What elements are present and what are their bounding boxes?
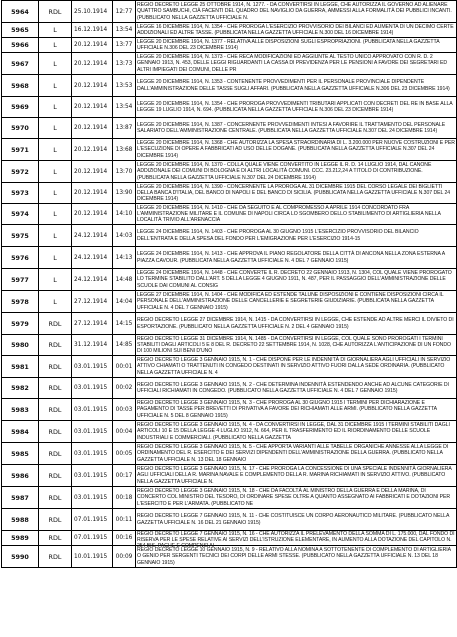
table-row[interactable] [2,269,457,291]
act-number: 13:73 [113,53,136,75]
act-date: 20.12.1914 [72,97,113,118]
act-number: 14:13 [113,247,136,269]
act-date: 25.10.1914 [72,1,113,23]
act-description-text: LEGGE 20 DICEMBRE 1914, N. 1387 - CONCERNENTE PROVVEDIMENTI INTESI A FAVORIRE IL TRATTAMENTO DEL PERSONALE SALARIATO DELL'AMMINISTRAZIONE CENTRALE. (PUBBLICATA NELLA GAZZETTA UFFICIALE N.307 DEL 24 DICEMBRE 1914) [137,121,446,134]
act-description [136,183,457,204]
act-type: RDL [39,465,72,487]
act-date: 10.01.1915 [72,546,113,568]
act-description [136,443,457,465]
record-number: 5984 [2,421,39,443]
table-row[interactable] [2,23,457,38]
act-date: 24.12.1914 [72,225,113,247]
table-row[interactable] [2,118,457,139]
act-description [136,465,457,487]
act-type: RDL [39,509,72,531]
act-description-text: LEGGE 20 DICEMBRE 1914, N. 1353 - CONTENENTE PROVVEDIMENTI PER IL PERSONALE PROVINCIALE DIPENDENTE DALL'AMMINISTRAZIONE DELLE TASSE SUGLI AFFARI. (PUBBLICATA NELLA GAZZETTA UFFICIALE N.306 DEL 23 DICEMBRE 1914) [137,79,450,92]
act-description-text: REGIO DECRETO LEGGE 3 GENNAIO 1915, N. 4 - DA CONVERTIRSI IN LEGGE, DAL 31 DICEMBRE 1915 I TERMINI STABILITI DAGLI ARTICOLI 10 E 15 DELLA LEGGE 4 LUGLIO 1912, N. 664, PER IL TRASFERIMENTO ED IL RIORDINAMENTO DELLE SCUOLE INDUSTRIALI E COMMERCIALI. (PUBBLICATO NELLA GAZZETTA [137,422,450,441]
act-description [136,23,457,38]
act-date: 24.12.1914 [72,247,113,269]
record-number: 5986 [2,465,39,487]
act-description-text: LEGGE 27 DICEMBRE 1914, N. 1404 - CHE MODIFICA ED ESTENDE TALUNE DISPOSIZIONI E CONTIENE DISPOSIZIONI CIRCA IL PERSONALE DELL'AMMINISTRAZIONE DELLE CANCELLERIE E SEGRETERIE GIUDIZIARIE. (PUBBLICATA NELLA GAZZETTA UFFICIALE N. 4 DEL 7 GENNAIO 1915) [137,292,444,311]
record-number: 5968 [2,75,39,97]
act-type: RDL [39,378,72,399]
act-description-text: LEGGE 20 DICEMBRE 1914, N. 1368 - CHE AUTORIZZA LA SPESA STRAORDINARIA DI L. 3.200.000 PER NUOVE COSTRUZIONI E PER L'ESECUZIONE DI OPERE A FABBRICATI AD USO DELLE DOGANE. (PUBBLICATA NELLA GAZZETTA UFFICIALE N.307 DEL 24 DICEMBRE 1914) [137,140,455,159]
act-description-text: LEGGE 20 DICEMBRE 1914, N. 1390 - CONCERNENTE LA PROROGA AL 31 DICEMBRE 1915 DEL CORSO LEGALE DEI BIGLIETTI DELLA BANCA D'ITALIA, DEL BANCO DI NAPOLI E DEL BANCO DI SICILIA. (PUBBLICATA NELLA GAZZETTA UFFICIALE N.307 DEL 24 DICEMBRE 1914) [137,183,451,203]
act-description-text: LEGGE 20 DICEMBRE 1914, N. 1354 - CHE PROROGA PROVVEDIMENTI TRIBUTARI APPLICATI CON DECRETI DEL RE IN BASE ALLA LEGGE 19 LUGLIO 1914, N. 694. (PUBBLICATA NELLA GAZZETTA UFFICIALE N.306 DEL 23 DICEMBRE 1914) [137,100,453,113]
act-number: 13:87 [113,118,136,139]
record-number: 5973 [2,183,39,204]
record-number: 5989 [2,531,39,546]
act-type: RDL [39,356,72,378]
table-row[interactable] [2,291,457,313]
act-date: 27.12.1914 [72,291,113,313]
act-date: 03.01.1915 [72,356,113,378]
act-description-text: LEGGE 24 DICEMBRE 1914, N. 1448 - CHE CONVERTE IL R. DECRETO 22 GENNAIO 1913, N. 1304, COL QUALE VIENE PROROGATO LO TERMINE STABILITO DALL'ART. 5 DELLA LEGGE 4 GIUGNO 1911, N. 487, PER IL PASSAGGIO DELL'AMMINISTRAZIONE DELLE SCUOLE DAI COMUNI AL CONSIG [137,270,452,289]
act-type: RDL [39,335,72,356]
act-number: 14:85 [113,335,136,356]
table-row[interactable] [2,225,457,247]
table-row[interactable] [2,161,457,183]
table-row[interactable] [2,53,457,75]
record-number: 5976 [2,247,39,269]
act-type: RDL [39,487,72,509]
record-number: 5987 [2,487,39,509]
act-number: 00:18 [113,487,136,509]
act-date: 20.12.1914 [72,183,113,204]
act-date: 03.01.1915 [72,421,113,443]
act-date: 03.01.1915 [72,399,113,421]
act-description [136,531,457,550]
act-number: 14:03 [113,225,136,247]
act-type: L [39,23,72,38]
act-description-text: LEGGE 20 DICEMBRE 1914, N. 1410 - CHE DA SEGUITO E AL COMPROMESSO A APRILE 1914 CONCORDATO FRA L'AMMINISTRAZIONE MILITARE E IL COMUNE DI NAPOLI CIRCA LO SGOMBERO DELLO STABILIMENTO DI ARTIGLIERIA NELLA LOCALITÀ TRIVIO ALL'ARENACCIA [137,204,441,224]
record-number: 5966 [2,38,39,53]
act-date: 03.01.1915 [72,378,113,399]
record-number: 5970 [2,118,39,139]
act-date: 20.12.1914 [72,53,113,75]
act-number: 00:11 [113,509,136,531]
record-number: 5982 [2,378,39,399]
act-description [136,546,457,568]
act-description [136,487,457,509]
act-description [136,378,457,399]
act-type: RDL [39,531,72,546]
act-number: 12:77 [113,1,136,23]
act-number: 00:09 [113,546,136,568]
table-row[interactable] [2,465,457,487]
act-description [136,1,457,23]
record-number: 5969 [2,97,39,118]
record-number: 5980 [2,335,39,356]
act-number: 00:03 [113,399,136,421]
act-description-text: LEGGE 20 DICEMBRE 1914, N. 1373 - CHE RECA MODIFICAZIONI ED AGGIUNTE AL TESTO UNICO APPROVATO CON R. D. 2 GENNAIO 1913, N. 453, DELLE LEGGI RIGUARDANTI LA CASSA DI PREVIDENZA PER LE PENSIONI A FAVORE DEI SEGRETARI ED ALTRI IMPIEGATI DEI COMUNI, DELLE PR [137,54,447,73]
act-type: L [39,225,72,247]
act-description-text: REGIO DECRETO LEGGE 10 GENNAIO 1915, N. 9 - RELATIVO ALLA NOMINA A SOTTOTENENTE DI COMPLEMENTO DI ARTIGLIERIA O GENIO PER SERGENTI TECNICI DEI CORPI DELLE ARMI STESSE. (PUBBLICATO NELLA GAZZETTA UFFICIALE N. 13 DEL 18 GENNAIO 1915) [137,547,451,566]
act-description [136,509,457,531]
act-number: 00:05 [113,443,136,465]
record-number: 5972 [2,161,39,183]
act-number: 14:15 [113,313,136,335]
act-date: 20.12.1914 [72,204,113,225]
act-type: L [39,247,72,269]
table-row[interactable] [2,487,457,509]
act-description-text: REGIO DECRETO LEGGE 3 GENNAIO 1915, N. 1 - CHE DISPONE PER LE INDENNITÀ DI GIORNALIERA AGLI UFFICIALI IN SERVIZIO ATTIVO CHIAMATI O TRATTENUTI IN CONGEDO DESTINATI IN SERVIZIO ATTIVO FUORI DALLA SEDE ORDINARIA. (PUBBLICATO NELLA GAZZETTA UFFICIALE N. 4 [137,357,451,376]
act-description-text: REGIO DECRETO LEGGE 3 GENNAIO 1915, N. 3 - CHE PROROGA AL 30 GIUGNO 1915 I TERMINI PER DICHIARAZIONE E PAGAMENTO DI TASSE PER BREVETTI DI PRIVATIVA A FAVORE DEI RICHIAMATI ALLE ARMI. (PUBBLICATO NELLA GAZZETTA UFFICIALE N. 5 DEL 8 GENNAIO 1915) [137,400,437,419]
table-row[interactable] [2,356,457,378]
act-number: 14:48 [113,269,136,291]
act-description [136,38,457,53]
act-number: 00:17 [113,465,136,487]
act-type: L [39,118,72,139]
record-number: 5979 [2,313,39,335]
record-number: 5978 [2,291,39,313]
table-row[interactable] [2,247,457,269]
act-date: 07.01.1915 [72,509,113,531]
act-type: L [39,161,72,183]
act-description [136,247,457,269]
record-number: 5964 [2,1,39,23]
act-date: 20.12.1914 [72,161,113,183]
act-date: 27.12.1914 [72,313,113,335]
record-number: 5974 [2,204,39,225]
table-row[interactable] [2,204,457,225]
act-description [136,421,457,443]
table-row[interactable] [2,139,457,161]
act-description [136,399,457,421]
table-row[interactable] [2,75,457,97]
act-description-text: REGIO DECRETO LEGGE 3 GENNAIO 1915, N. 17 - CHE PROROGA LA CONCESSIONE DI UNA SPECIALE INDENNITÀ GIORNALIERA AGLI UFFICIALI DELLA R. MARINA NAVALE E COMPLEMENTO DELLA R. MARINA RICHIAMATI IN SERVIZIO ATTIVO. (PUBBLICATO NELLA GAZZETTA UFFICIALE N. [137,466,452,485]
act-number: 14:04 [113,291,136,313]
act-description [136,356,457,378]
act-type: RDL [39,546,72,568]
act-type: L [39,204,72,225]
table-row[interactable] [2,546,457,568]
act-type: RDL [39,1,72,23]
act-description-text: REGIO DECRETO LEGGE 7 GENNAIO 1915, N. 11 - CHE COSTITUISCE UN CORPO AERONAUTICO MILITARE. (PUBBLICATO NELLA GAZZETTA UFFICIALE N. 16 DEL 21 GENNAIO 1915) [137,513,450,526]
act-number: 13:70 [113,161,136,183]
act-description [136,225,457,247]
act-type: L [39,38,72,53]
act-description-text: REGIO DECRETO LEGGE 31 DICEMBRE 1914, N. 1485 - DA CONVERTIRSI IN LEGGE, COL QUALE SONO PROROGATI I TERMINI STABILITI DAGLI ARTICOLI 5 E 8 DEL R. DECRETO 22 SETTEMBRE 1914, N. 1028, CHE AUTORIZZA L'ANTICIPAZIONE DI UN FONDO DI 100 MILIONI SUI BENI D'UNO [137,335,451,355]
act-description [136,313,457,335]
act-type: L [39,97,72,118]
table-row[interactable] [2,509,457,531]
act-description-text: REGIO DECRETO LEGGE 7 GENNAIO 1915, N. 16 - CHE AUTORIZZA IL PRELEVAMENTO DELLA SOMMA DI L. 175.000, DAL FONDO DI RISERVA PER LE SPESE RELATIVE AI SERVIZI DELL'ISTRUZIONE ELEMENTARE, IN AUMENTO ALLA DOTAZIONE DEL CAPITOLO N. 254 BIS, PAGHE E COMPENSI AI [137,531,455,550]
act-description [136,75,457,97]
act-type: L [39,75,72,97]
record-number: 5977 [2,269,39,291]
act-description-text: REGIO DECRETO LEGGE 25 OTTOBRE 1914, N. 1277. - DA CONVERTIRSI IN LEGGE, CHE AUTORIZZA IL GOVERNO AD ALIENARE QUATTRO SAMBUCHI, CIÀ FACENTI DEL QUADRO DEL NAVIGLIO DA GUERRA, AMMESSI ALLA FORMALITÀ DEI PUBBLICI INCANTI. (PUBBLICATO NELLA GAZZETTA UFFICIALE N. [137,2,452,21]
act-description [136,97,457,118]
act-number: 00:02 [113,378,136,399]
table-row[interactable] [2,421,457,443]
act-type: RDL [39,313,72,335]
act-description-text: LEGGE 20 DICEMBRE 1914, N. 1377 - RELATIVA ALLE DISPOSIZIONI SUGLI ESPROPRIAZIONI. (PUBBLICATA NELLA GAZZETTA UFFICIALE N.306 DEL 23 DICEMBRE 1914) [137,38,440,51]
act-number: 00:01 [113,356,136,378]
act-description-text: REGIO DECRETO LEGGE 27 DICEMBRE 1914, N. 1415 - DA CONVERTIRSI IN LEGGE, CHE ESTENDE AD ALTRE MERCI IL DIVIETO DI ESPORTAZIONE. (PUBBLICATO NELLA GAZZETTA UFFICIALE N. 2 DEL 4 GENNAIO 1915) [137,317,454,330]
act-number: 13:54 [113,23,136,38]
act-description-text: LEGGE 24 DICEMBRE 1914, N. 1403 - CHE PROROGA AL 30 GIUGNO 1915 L'ESERCIZIO PROVVISORIO DEL BILANCIO DELL'ENTRATA E DELLA SPESA DEL FONDO PER L'EMIGRAZIONE PER L'ESERCIZIO 1914-15 [137,229,419,242]
record-number: 5971 [2,139,39,161]
act-description [136,161,457,183]
record-number: 5965 [2,23,39,38]
act-type: RDL [39,399,72,421]
act-type: L [39,269,72,291]
record-number: 5985 [2,443,39,465]
act-date: 03.01.1915 [72,487,113,509]
table-row[interactable] [2,531,457,546]
act-type: L [39,291,72,313]
act-number: 13:54 [113,97,136,118]
act-number: 13:77 [113,38,136,53]
act-description [136,118,457,139]
table-row[interactable] [2,183,457,204]
record-number: 5981 [2,356,39,378]
act-description-text: REGIO DECRETO LEGGE 3 GENNAIO 1915, N. 18 - CHE DA FACOLTÀ AL MINISTRO DELLA GUERRA E DELLA MARINA, DI CONCERTO COL MINISTRO DEL TESORO, DI ORDINARE SPESE OLTRE A QUANTO ASSEGNATO AI FABBRICATI E DOTAZIONI PER L'ESERCITO E PER L'ARMATA. (PUBBLICATO NE [137,488,451,507]
act-type: RDL [39,443,72,465]
act-description-text: REGIO DECRETO LEGGE 3 GENNAIO 1915, N. 5 - CHE APPORTA VARIANTI ALLE TABELLE ORGANICHE ANNESSE ALLA LEGGE DI ORDINAMENTO DEL R. ESERCITO E DEI SERVIZI DIPENDENTI DELL'AMMINISTRAZIONE DELLA GUERRA. (PUBBLICATO NELLA GAZZETTA UFFICIALE N. 13 DEL 18 GENNAIO [137,444,449,463]
table-row[interactable] [2,97,457,118]
act-number: 00:04 [113,421,136,443]
record-number: 5988 [2,509,39,531]
table-row[interactable] [2,38,457,53]
act-date: 20.12.1914 [72,118,113,139]
table-row[interactable] [2,378,457,399]
act-number: 14:10 [113,204,136,225]
act-description [136,53,457,75]
act-date: 20.12.1914 [72,139,113,161]
act-type: L [39,53,72,75]
act-date: 07.01.1915 [72,531,113,546]
act-description [136,291,457,313]
act-date: 20.12.1914 [72,38,113,53]
act-number: 13:68 [113,139,136,161]
table-row[interactable] [2,335,457,356]
legislation-table [1,0,457,568]
act-date: 20.12.1914 [72,75,113,97]
act-date: 31.12.1914 [72,335,113,356]
act-description [136,335,457,356]
record-number: 5983 [2,399,39,421]
table-row[interactable] [2,1,457,23]
table-row[interactable] [2,313,457,335]
act-date: 03.01.1915 [72,443,113,465]
act-description-text: LEGGE 16 DICEMBRE 1914, N. 1354 - CHE PROROGA L'ESERCIZIO PROVVISORIO DEI BILANCI ED AUMENTA DI UN DECIMO CERTE ADDIZIONALI ED ALTRE TASSE. (PUBBLICATA NELLA GAZZETTA UFFICIALE N.300 DEL 16 DICEMBRE 1914) [137,23,454,36]
act-date: 03.01.1915 [72,465,113,487]
act-type: L [39,183,72,204]
act-number: 13:90 [113,183,136,204]
act-type: L [39,139,72,161]
record-number: 5967 [2,53,39,75]
act-description-text: REGIO DECRETO LEGGE 3 GENNAIO 1915, N. 2 - CHE DETERMINA INDENNITÀ ESTENDENDO ANCHE AD ALCUNE CATEGORIE DI UFFICIALI RICHIAMATI IN CONGEDO. (PUBBLICATO NELLA GAZZETTA UFFICIALE N. 4 DEL 7 GENNAIO 1915) [137,381,449,394]
act-description [136,204,457,225]
record-number: 5975 [2,225,39,247]
table-row[interactable] [2,399,457,421]
act-number: 13:53 [113,75,136,97]
act-type: RDL [39,421,72,443]
act-description-text: LEGGE 24 DICEMBRE 1914, N. 1413 - CHE APPROVA IL PIANO REGOLATORE DELLA CITTÀ DI ANCONA NELLA ZONA ESTERNA A PIAZZA CAVOUR. (PUBBLICATA NELLA GAZZETTA UFFICIALE N. 4 DEL 7 GENNAIO 1915) [137,251,445,264]
act-number: 00:16 [113,531,136,546]
record-number: 5990 [2,546,39,568]
act-description [136,269,457,291]
table-row[interactable] [2,443,457,465]
act-description [136,139,457,161]
act-description-text: LEGGE 20 DICEMBRE 1914, N. 1370 - COLLA QUALE VIENE CONVERTITO IN LEGGE IL R. D. 14 LUGLIO 1914, DAL CANONE ADDIZIONALE DEI COMUNI DI BOLOGNA E DI ALTRI LOCALITÀ COMUNI. CCC. 23.212,24 A TITOLO DI CONTRIBUZIONE. (PUBBLICATA NELLA GAZZETTA UFFICIALE N.307 DEL 24 DICEMBRE 1914) [137,162,432,181]
act-date: 24.12.1914 [72,269,113,291]
act-date: 16.12.1914 [72,23,113,38]
